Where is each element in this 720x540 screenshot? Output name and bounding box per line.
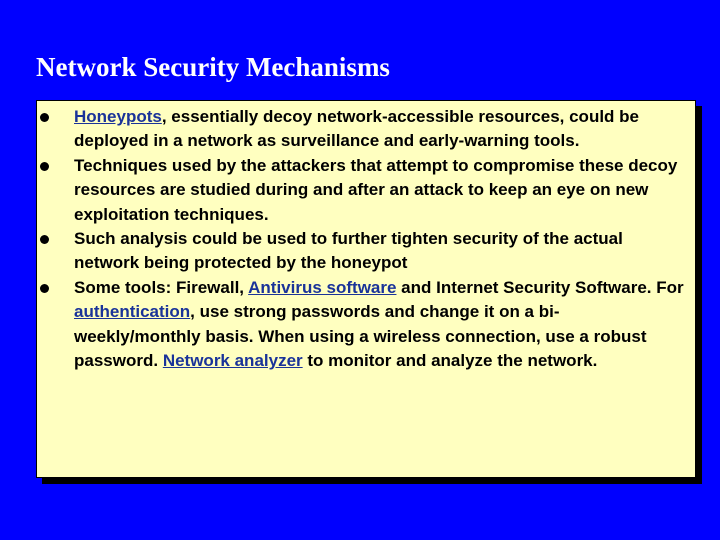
bullet-text: Some tools: Firewall,: [74, 277, 249, 297]
bullet-text: , use strong passwords and change it on a bi-weekly/monthly basis. When using a wireless connection, use a robust password.: [74, 302, 647, 371]
bullet-item: [36, 105, 686, 154]
bullet-dot-icon: [40, 235, 49, 244]
bullet-text: , essentially decoy network-accessible resources, could be deployed in a network as surveillance and early-warning tools.: [74, 107, 639, 151]
bullet-text: Techniques used by the attackers that attempt to compromise these decoy resources are studied during and after an attack to keep an eye on new exploitation techniques.: [74, 155, 678, 224]
slide-title: Network Security Mechanisms: [36, 52, 390, 82]
bullet-item: [36, 154, 686, 227]
bullet-text: Such analysis could be used to further tighten security of the actual network being protected by the honeypot: [74, 229, 623, 273]
bullet-text: and Internet Security Software. For: [396, 277, 684, 297]
network-analyzer-link[interactable]: Network analyzer: [162, 351, 303, 371]
bullet-dot-icon: [40, 162, 49, 171]
antivirus-software-link[interactable]: Antivirus software: [248, 277, 397, 297]
bullet-item: [36, 276, 686, 374]
bullet-list: [36, 105, 686, 373]
authentication-link[interactable]: authentication: [74, 302, 191, 322]
bullet-dot-icon: [40, 113, 49, 122]
bullet-dot-icon: [40, 284, 49, 293]
bullet-item: [36, 227, 686, 276]
bullet-text: to monitor and analyze the network.: [302, 351, 598, 371]
honeypots-link[interactable]: Honeypots: [74, 107, 162, 126]
